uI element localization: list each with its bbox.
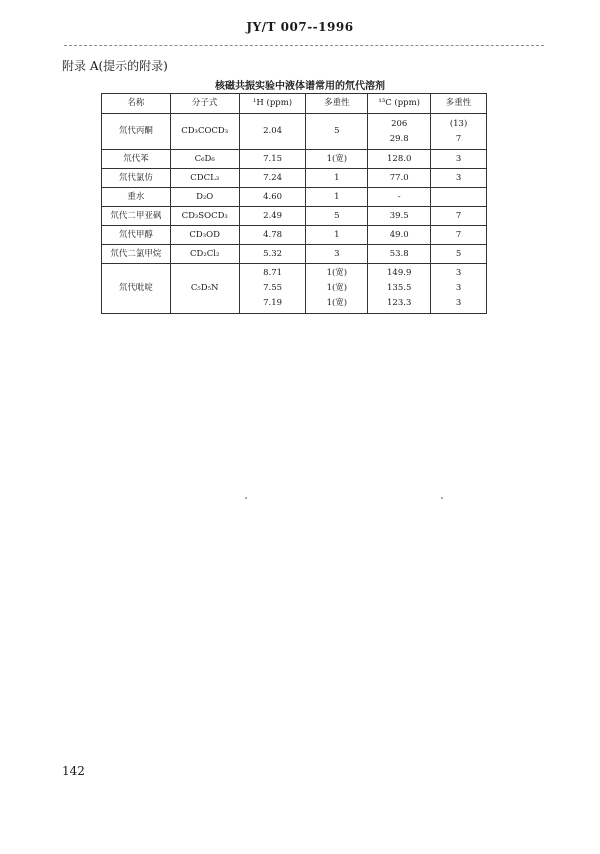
cell-h-shift-value: 4.78 [263,229,283,240]
cell-h-multiplicity [306,114,368,150]
cell-c-multiplicity [431,169,487,188]
cell-h-shift [239,207,306,226]
cell-c-multiplicity-value: 3 [455,298,462,308]
table-row [102,226,487,245]
cell-h-shift [239,245,306,264]
cell-c-multiplicity [431,226,487,245]
cell-name: 氘代苯 [102,150,171,169]
cell-h-multiplicity-value: 1 [334,229,340,240]
table-header-row [102,94,487,114]
page-header: JY/T 007--1996 [246,20,354,34]
table-row [102,169,487,188]
cell-h-shift [239,264,306,314]
cell-c-shift-value: 53.8 [389,248,409,259]
page-number: 142 [62,764,85,778]
cell-h-shift [239,150,306,169]
cell-c-shift [368,169,431,188]
cell-c-multiplicity [431,264,487,314]
cell-h-multiplicity [306,207,368,226]
column-header-name: 名称 [102,94,171,114]
cell-c-multiplicity [431,245,487,264]
cell-c-shift [368,245,431,264]
column-header-formula: 分子式 [170,94,239,114]
cell-formula: D₂O [170,188,239,207]
table-body [102,114,487,314]
cell-h-multiplicity [306,264,368,314]
cell-c-multiplicity-value: 3 [455,172,462,183]
scan-speck [245,497,247,499]
table-row [102,114,487,150]
cell-h-multiplicity-value: 5 [334,126,340,136]
cell-name: 氘代二氯甲烷 [102,245,171,264]
cell-c-multiplicity [431,114,487,150]
cell-c-shift [368,114,431,150]
cell-c-multiplicity [431,207,487,226]
cell-c-multiplicity-value: 3 [455,153,462,164]
cell-c-multiplicity-value: 7 [455,229,462,240]
cell-c-multiplicity-value: (13) [449,118,468,129]
table-title: 核磁共振实验中液体谱常用的氘代溶剂 [215,81,385,92]
cell-h-multiplicity [306,150,368,169]
cell-name: 氘代甲醇 [102,226,171,245]
cell-c-multiplicity-value: 3 [455,283,462,293]
cell-h-shift-value: 4.60 [263,191,283,202]
cell-h-multiplicity-value: 3 [334,248,340,259]
cell-c-shift-value: 128.0 [387,153,412,164]
cell-c-multiplicity-value: 7 [455,133,462,144]
cell-h-multiplicity-value: 1(宽) [326,268,348,278]
cell-c-shift-value: 135.5 [387,283,412,293]
cell-h-shift-value: 8.71 [263,268,283,278]
cell-h-multiplicity [306,245,368,264]
cell-h-multiplicity [306,169,368,188]
cell-h-multiplicity-value: 1(宽) [326,283,348,293]
cell-h-shift [239,114,306,150]
table-row [102,207,487,226]
column-header-h-shift: ¹H (ppm) [239,94,306,114]
column-header-c-shift: ¹³C (ppm) [368,94,431,114]
cell-c-shift-value: 123.3 [387,298,412,308]
cell-c-shift [368,226,431,245]
cell-h-multiplicity-value: 1 [334,191,340,202]
cell-c-shift-value: 29.8 [389,133,409,144]
cell-name: 氘代丙酮 [102,114,171,150]
table-row [102,188,487,207]
cell-h-shift [239,188,306,207]
cell-c-shift-value: 206 [391,118,408,129]
cell-c-shift-value: 77.0 [389,172,409,183]
cell-name: 氘代二甲亚砜 [102,207,171,226]
cell-h-multiplicity [306,226,368,245]
cell-formula: CD₂Cl₂ [170,245,239,264]
cell-c-shift-value: 149.9 [387,268,412,278]
cell-h-shift-value: 7.55 [263,283,283,293]
cell-h-multiplicity [306,188,368,207]
solvent-table [101,93,487,314]
table-row [102,150,487,169]
cell-c-shift [368,207,431,226]
cell-c-shift-value: - [397,191,401,202]
cell-c-shift [368,188,431,207]
cell-formula: C₅D₅N [170,264,239,314]
cell-h-shift-value: 2.49 [263,210,283,221]
column-header-h-multiplicity: 多重性 [306,94,368,114]
cell-name: 重水 [102,188,171,207]
cell-h-multiplicity-value: 1(宽) [326,153,348,164]
cell-formula: CD₃COCD₃ [170,114,239,150]
cell-c-shift [368,150,431,169]
cell-formula: CDCL₃ [170,169,239,188]
cell-c-shift-value: 49.0 [389,229,409,240]
cell-c-multiplicity-value: 3 [455,268,462,278]
cell-h-shift-value: 7.15 [263,153,283,164]
header-divider [64,45,544,46]
cell-c-multiplicity [431,150,487,169]
cell-c-multiplicity-value: 5 [455,248,462,259]
cell-h-shift-value: 5.32 [263,248,283,259]
cell-c-multiplicity-value: 7 [455,210,462,221]
scan-speck [441,497,443,499]
cell-name: 氘代氯仿 [102,169,171,188]
cell-c-multiplicity [431,188,487,207]
cell-formula: CD₃SOCD₃ [170,207,239,226]
cell-h-shift-value: 7.24 [263,172,283,183]
appendix-label: 附录 A(提示的附录) [62,59,168,73]
table-row [102,264,487,314]
cell-c-shift [368,264,431,314]
cell-h-multiplicity-value: 1 [334,172,340,183]
cell-h-shift-value: 7.19 [263,298,283,308]
cell-h-multiplicity-value: 1(宽) [326,298,348,308]
cell-h-shift [239,169,306,188]
cell-formula: C₆D₆ [170,150,239,169]
column-header-c-multiplicity: 多重性 [431,94,487,114]
cell-c-shift-value: 39.5 [389,210,409,221]
cell-h-shift-value: 2.04 [263,126,283,136]
table-row [102,245,487,264]
cell-name: 氘代吡啶 [102,264,171,314]
cell-h-shift [239,226,306,245]
cell-h-multiplicity-value: 5 [334,210,340,221]
cell-formula: CD₃OD [170,226,239,245]
